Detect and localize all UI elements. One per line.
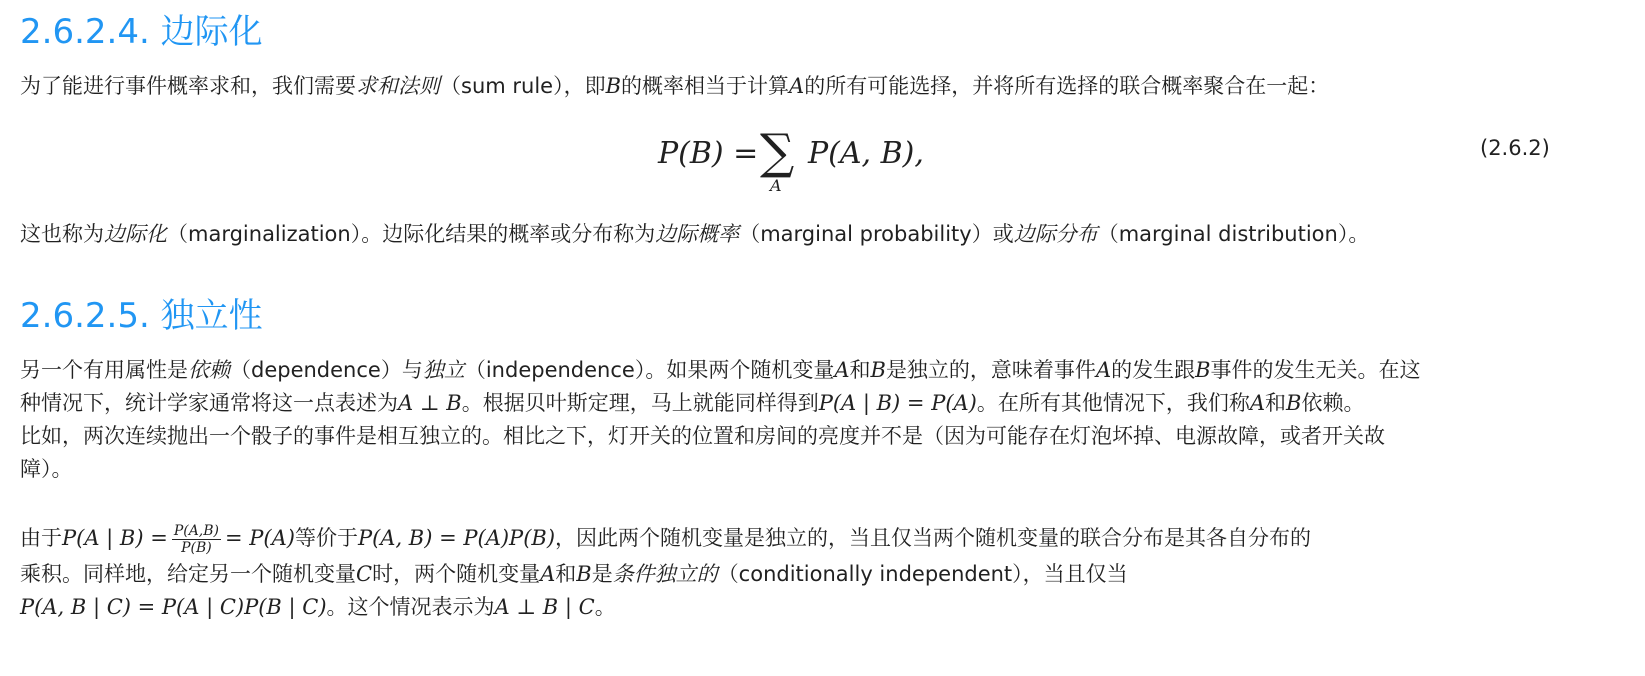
section-heading-independence: 2.6.2.5. 独立性 [20, 296, 263, 336]
term-independence: 独立 [422, 358, 465, 382]
term-sum-rule: 求和法则 [356, 74, 440, 98]
text-line: 乘积。同样地，给定另一个随机变量C时，两个随机变量A和B是条件独立的（conditionally independent），当且仅当 [20, 562, 1128, 586]
text-line: 障）。 [20, 457, 73, 481]
equation-number: (2.6.2) [1480, 136, 1550, 160]
fraction [172, 523, 221, 556]
text-line: 种情况下，统计学家通常将这一点表述为A ⊥ B。根据贝叶斯定理，马上就能同样得到P(A | B) = P(A)。在所有其他情况下，我们称A和B依赖。 [20, 391, 1365, 415]
math-var-a: A [1095, 358, 1112, 382]
section-heading-marginalization: 2.6.2.4. 边际化 [20, 12, 263, 52]
paragraph-independence [20, 354, 1625, 486]
text-line: P(A, B | C) = P(A | C)P(B | C)。这个情况表示为A ⊥ B | C。 [20, 595, 616, 619]
summation-subscript: A [770, 176, 782, 195]
equation-2-6-2 [0, 118, 1645, 198]
term-dependence: 依赖 [188, 358, 230, 382]
paragraph-conditional-independence [20, 518, 1625, 624]
math-var-b: B [1286, 391, 1302, 415]
math-conditional-independence: A ⊥ B | C [494, 595, 595, 619]
math-conditional: P(A | B) = [62, 526, 168, 550]
text-line: 比如，两次连续抛出一个骰子的事件是相互独立的。相比之下，灯开关的位置和房间的亮度并不是（因为可能存在灯泡坏掉、电源故障，或者开关故 [20, 424, 1385, 448]
equation-rhs: P(A, B), [808, 136, 924, 171]
fraction-numerator: P(A,B) [173, 522, 220, 539]
math-var-b: B [870, 358, 886, 382]
term-conditionally-independent: 条件独立的 [612, 562, 718, 586]
math-var-b: B [1195, 358, 1211, 382]
math-var-a: A [834, 358, 850, 382]
term-marginal-distribution: 边际分布 [1013, 222, 1098, 246]
paragraph-marginalization: 这也称为边际化（marginalization）。边际化结果的概率或分布称为边际概率（marginal probability）或边际分布（marginal distribution）。 [20, 222, 1370, 246]
summation-symbol: ∑ [760, 124, 795, 180]
math-joint-product: P(A, B) = P(A)P(B) [357, 526, 556, 550]
math-independence: A ⊥ B [398, 391, 462, 415]
math-var-a: A [1249, 391, 1266, 415]
term-marginal-probability: 边际概率 [655, 222, 740, 246]
math-var-c: C [356, 562, 373, 586]
math-var-a: A [540, 562, 556, 586]
text-line: 由于P(A | B) = $\frac{P(A,B)}{P(B)}$ = P(A)等价于P(A, B) = P(A)P(B)，因此两个随机变量是独立的，当且仅当两个随机变量的联合分布是其各自分布的 [20, 522, 1312, 556]
math-equals-pa: = P(A) [225, 526, 295, 550]
math-bayes-result: P(A | B) = P(A) [818, 391, 977, 415]
math-var-b: B [605, 74, 622, 98]
paragraph-sum-rule: 为了能进行事件概率求和，我们需要求和法则（sum rule），即B的概率相当于计算A的所有可能选择，并将所有选择的联合概率聚合在一起： [20, 74, 1330, 98]
math-conditional-joint: P(A, B | C) = P(A | C)P(B | C) [20, 595, 327, 619]
term-marginalization: 边际化 [104, 222, 167, 246]
equation-lhs: P(B) = [658, 136, 759, 171]
text-line: 另一个有用属性是依赖（dependence）与独立（independence）。如果两个随机变量A和B是独立的，意味着事件A的发生跟B事件的发生无关。在这 [20, 358, 1421, 382]
fraction-denominator: P(B) [181, 539, 212, 556]
math-var-a: A [789, 74, 805, 98]
math-var-b: B [576, 562, 592, 586]
